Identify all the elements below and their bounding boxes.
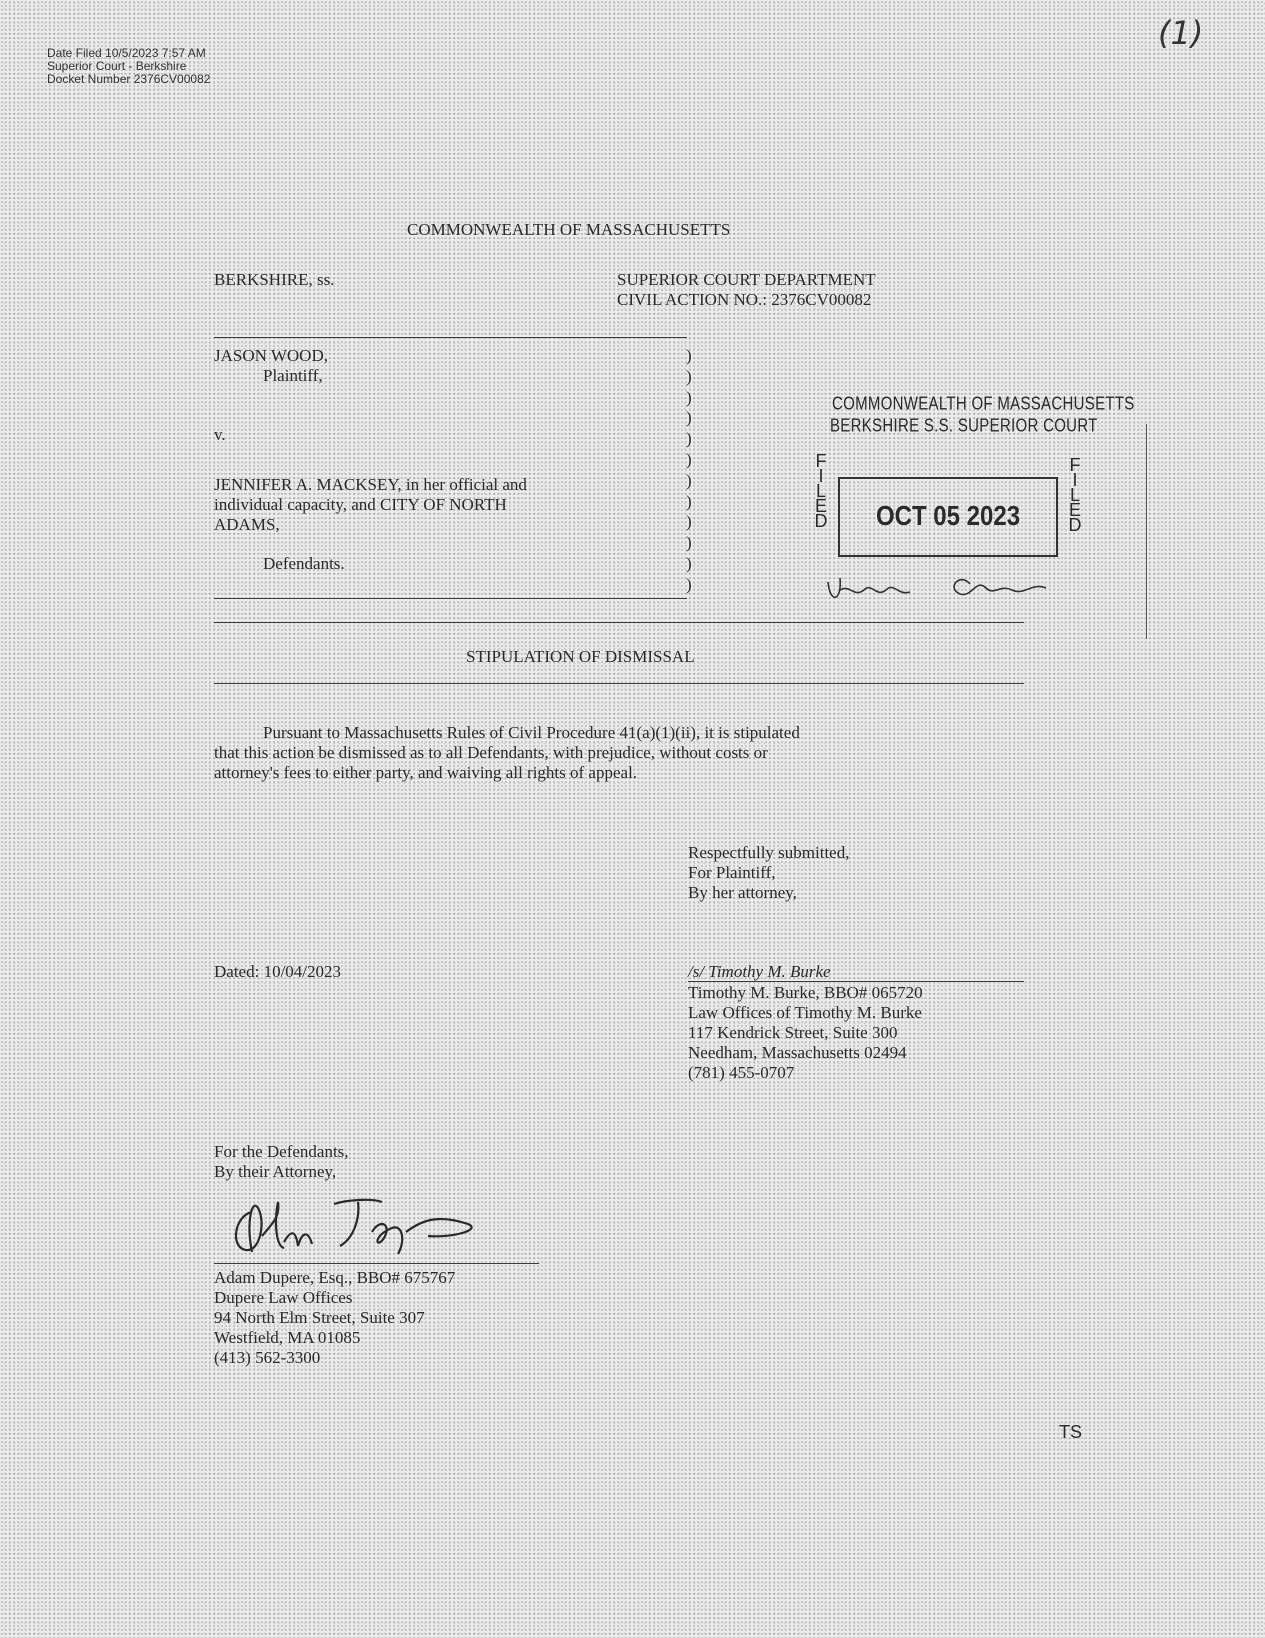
stamp-date: OCT 05 2023 (875, 500, 1021, 532)
defendant-line-1: JENNIFER A. MACKSEY, in her official and (214, 475, 527, 494)
defense-attorney-name: Adam Dupere, Esq., BBO# 675767 (214, 1268, 456, 1287)
for-defendants: For the Defendants, (214, 1142, 349, 1161)
paren: ) (686, 346, 692, 365)
defense-city: Westfield, MA 01085 (214, 1328, 361, 1347)
caption-bottom-rule (214, 598, 687, 599)
defense-signature-line (214, 1263, 539, 1264)
plaintiff-city: Needham, Massachusetts 02494 (688, 1043, 907, 1062)
stamp-border (1146, 424, 1147, 639)
body-line-1: Pursuant to Massachusetts Rules of Civil Procedure 41(a)(1)(ii), it is stipulated (263, 723, 800, 742)
paren: ) (686, 429, 692, 449)
paren: ) (686, 470, 692, 490)
stamp-date-box (838, 477, 1058, 557)
body-line-2: that this action be dismissed as to all Defendants, with prejudice, without costs or (214, 743, 768, 762)
court-name: Superior Court - Berkshire (47, 59, 187, 73)
paren: ) (686, 533, 692, 553)
paren: ) (686, 491, 692, 511)
civil-action-number: CIVIL ACTION NO.: 2376CV00082 (617, 290, 872, 309)
paren: ) (686, 574, 692, 594)
clerk-signature (820, 564, 1070, 609)
paren: ) (686, 553, 692, 573)
plaintiff-phone: (781) 455-0707 (688, 1063, 795, 1082)
plaintiff-street: 117 Kendrick Street, Suite 300 (688, 1023, 898, 1042)
document-title: STIPULATION OF DISMISSAL (466, 647, 695, 666)
dated: Dated: 10/04/2023 (214, 962, 342, 981)
plaintiff-name: JASON WOOD, (214, 346, 328, 365)
caption-parentheses (686, 346, 692, 596)
paren: ) (686, 512, 692, 532)
stamp-commonwealth: COMMONWEALTH OF MASSACHUSETTS (832, 394, 1135, 415)
defense-phone: (413) 562-3300 (214, 1348, 321, 1367)
paren: ) (686, 366, 692, 386)
county: BERKSHIRE, ss. (214, 270, 335, 289)
plaintiff-firm: Law Offices of Timothy M. Burke (688, 1003, 922, 1022)
filed-label-right: F I L E D (1068, 455, 1082, 535)
docket-number: Docket Number 2376CV00082 (47, 72, 211, 86)
body-line-3: attorney's fees to either party, and waiving all rights of appeal. (214, 763, 638, 782)
court-filing-stamp (800, 394, 1150, 646)
plaintiff-attorney-name: Timothy M. Burke, BBO# 065720 (688, 983, 923, 1002)
by-their-attorney: By their Attorney, (214, 1162, 337, 1181)
filed-label-left: F I L E D (814, 451, 828, 531)
plaintiff-signature-line (688, 981, 1024, 982)
paren: ) (686, 387, 692, 407)
defendant-line-3: ADAMS, (214, 515, 280, 534)
stamp-court: BERKSHIRE S.S. SUPERIOR COURT (830, 416, 1098, 437)
clerk-initials: TS (1059, 1422, 1083, 1442)
closing: Respectfully submitted, (688, 843, 850, 862)
e-filing-header (47, 47, 210, 86)
caption-top-rule (214, 337, 687, 338)
court-department: SUPERIOR COURT DEPARTMENT (617, 270, 876, 289)
defendant-role: Defendants. (263, 554, 345, 573)
plaintiff-role: Plaintiff, (263, 366, 323, 385)
title-bottom-rule (214, 683, 1024, 684)
paren: ) (686, 408, 692, 428)
commonwealth-heading: COMMONWEALTH OF MASSACHUSETTS (407, 220, 731, 239)
page-marker: (1) (1158, 14, 1204, 52)
by-her-attorney: By her attorney, (688, 883, 797, 902)
defendant-line-2: individual capacity, and CITY OF NORTH (214, 495, 507, 514)
plaintiff-e-signature: /s/ Timothy M. Burke (688, 962, 831, 981)
defense-firm: Dupere Law Offices (214, 1288, 353, 1307)
date-filed: Date Filed 10/5/2023 7:57 AM (47, 46, 206, 60)
paren: ) (686, 449, 692, 469)
for-plaintiff: For Plaintiff, (688, 863, 776, 882)
defense-street: 94 North Elm Street, Suite 307 (214, 1308, 425, 1327)
defense-signature (222, 1192, 542, 1264)
versus: v. (214, 425, 226, 444)
